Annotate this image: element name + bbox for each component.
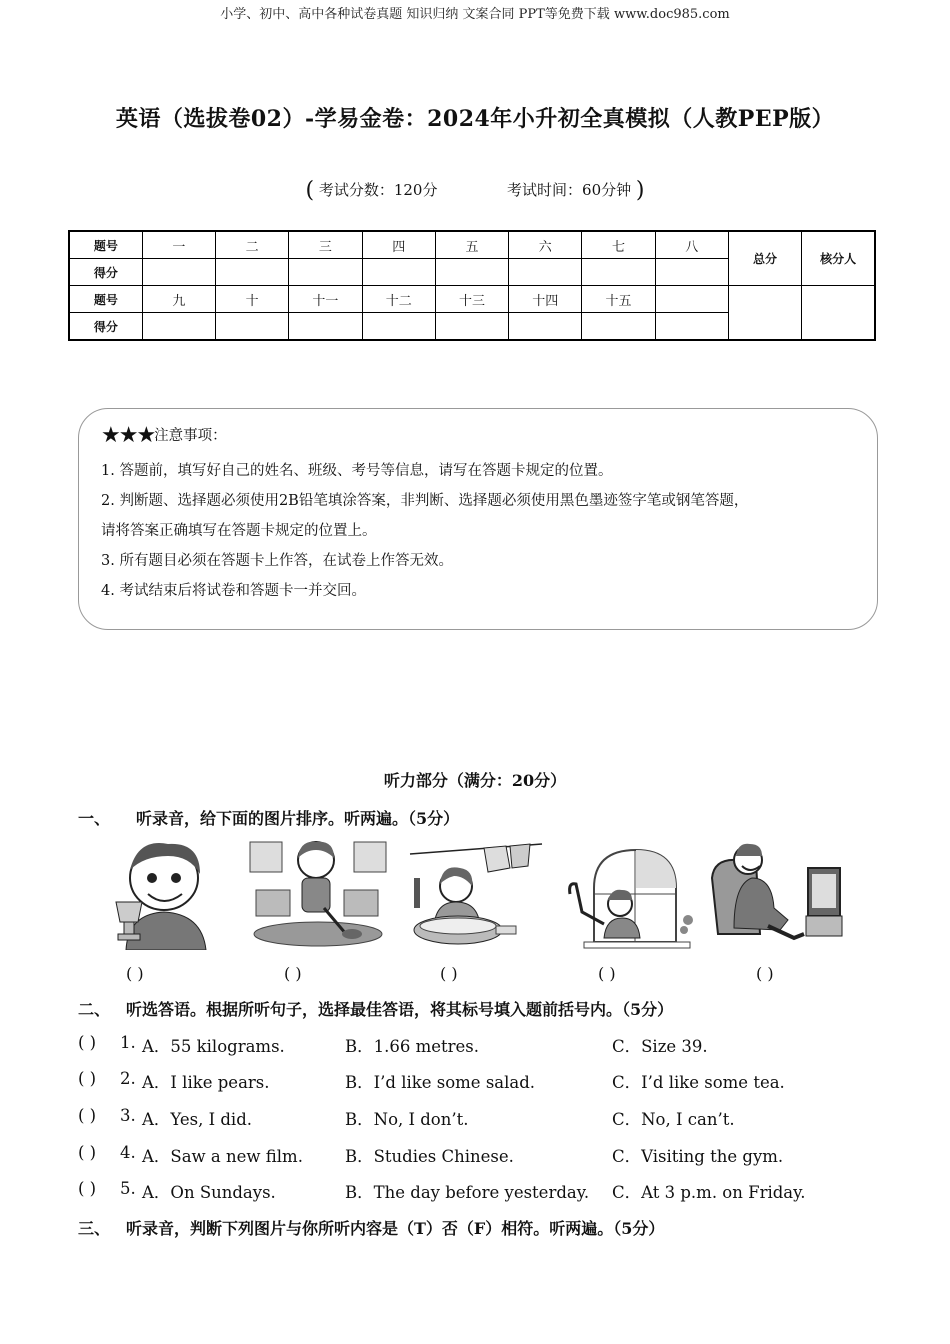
- option-b: B．No, I don’t.: [345, 1110, 469, 1129]
- option-b: B．1.66 metres.: [345, 1037, 480, 1056]
- option-c: C．No, I can’t.: [612, 1110, 735, 1129]
- question-3-heading: [78, 1216, 664, 1239]
- option-a: A．Yes, I did.: [142, 1110, 253, 1129]
- option-b: B．Studies Chinese.: [345, 1147, 514, 1166]
- question-2-text: 听选答语。根据所听句子，选择最佳答语，将其标号填入题前括号内。（5分）: [126, 1000, 674, 1019]
- stars-icon: ★★★: [101, 423, 155, 448]
- total-label: 总分: [728, 231, 801, 286]
- answer-blank[interactable]: ( ): [78, 1069, 97, 1088]
- notice-item: 3. 所有题目必须在答题卡上作答，在试卷上作答无效。: [101, 553, 453, 569]
- score-cell: [142, 259, 215, 286]
- q-num-cell: 六: [509, 231, 582, 259]
- exam-info-open: (: [305, 178, 315, 203]
- score-cell: [582, 313, 655, 341]
- option-a: A．On Sundays.: [142, 1183, 276, 1202]
- score-cell: [655, 259, 728, 286]
- q-num-cell: [655, 286, 728, 313]
- item-number: 4.: [120, 1143, 136, 1162]
- notice-item: 4. 考试结束后将试卷和答题卡一并交回。: [101, 583, 366, 599]
- option-c: C．Size 39.: [612, 1037, 708, 1056]
- page-title: 英语（选拔卷02）-学易金卷：2024年小升初全真模拟（人教PEP版）: [115, 106, 835, 132]
- listening-section-title: 听力部分（满分：20分）: [383, 771, 567, 790]
- option-b: B．The day before yesterday.: [345, 1183, 590, 1202]
- answer-blank[interactable]: ( ): [78, 1143, 97, 1162]
- total-cell: [728, 286, 801, 341]
- option-c: C．I’d like some tea.: [612, 1073, 785, 1092]
- notice-box: [78, 408, 878, 630]
- score-table: [68, 230, 876, 341]
- q-num-cell: 五: [435, 231, 508, 259]
- score-cell: [582, 259, 655, 286]
- row-label-num: 题号: [69, 286, 142, 313]
- exam-time: 考试时间：60分钟: [507, 181, 632, 199]
- answer-blank[interactable]: ( ): [284, 964, 302, 983]
- option-c: C．At 3 p.m. on Friday.: [612, 1183, 806, 1202]
- row-label-score: 得分: [69, 313, 142, 341]
- q-num-cell: 四: [362, 231, 435, 259]
- notice-heading-text: 注意事项：: [154, 428, 227, 444]
- question-2-item-2: [78, 1069, 878, 1093]
- exam-info: [0, 178, 950, 203]
- notice-item: 2. 判断题、选择题必须使用2B铅笔填涂答案，非判断、选择题必须使用黑色墨迹签字笔或钢笔答题，: [101, 493, 749, 509]
- answer-blank[interactable]: ( ): [78, 1179, 97, 1198]
- row-label-num: 题号: [69, 231, 142, 259]
- option-b: B．I’d like some salad.: [345, 1073, 536, 1092]
- question-1-text: 听录音，给下面的图片排序。听两遍。（5分）: [136, 809, 460, 828]
- exam-info-close: ): [635, 178, 645, 203]
- q-num-cell: 十二: [362, 286, 435, 313]
- score-cell: [362, 259, 435, 286]
- q-num-cell: 十: [216, 286, 289, 313]
- q-num-cell: 十四: [509, 286, 582, 313]
- question-2-item-5: [78, 1179, 878, 1203]
- q-num-cell: 八: [655, 231, 728, 259]
- question-3-number: 三、: [78, 1219, 111, 1238]
- checker-label: 核分人: [802, 231, 875, 286]
- question-2-heading: [78, 997, 673, 1020]
- question-1-number: 一、: [78, 809, 111, 828]
- row-label-score: 得分: [69, 259, 142, 286]
- boy-trophy-image: [98, 838, 238, 950]
- answer-blank[interactable]: ( ): [78, 1033, 97, 1052]
- score-cell: [289, 313, 362, 341]
- exam-score: 考试分数：120分: [318, 181, 438, 199]
- item-number: 2.: [120, 1069, 136, 1088]
- answer-blank[interactable]: ( ): [78, 1106, 97, 1125]
- notice-item: 1. 答题前，填写好自己的姓名、班级、考号等信息，请写在答题卡规定的位置。: [101, 463, 613, 479]
- item-number: 1.: [120, 1033, 136, 1052]
- notice-heading: [101, 423, 857, 448]
- score-cell: [655, 313, 728, 341]
- score-cell: [509, 259, 582, 286]
- score-cell: [362, 313, 435, 341]
- question-2-item-3: [78, 1106, 878, 1130]
- option-a: A．Saw a new film.: [142, 1147, 303, 1166]
- item-number: 3.: [120, 1106, 136, 1125]
- score-cell: [289, 259, 362, 286]
- answer-blank[interactable]: ( ): [440, 964, 458, 983]
- man-watching-tv-image: [708, 838, 848, 950]
- person-window-image: [564, 838, 704, 950]
- score-cell: [216, 259, 289, 286]
- answer-blank[interactable]: ( ): [756, 964, 774, 983]
- answer-blank[interactable]: ( ): [126, 964, 144, 983]
- option-a: A．55 kilograms.: [142, 1037, 285, 1056]
- picture-row: [80, 838, 880, 954]
- q-num-cell: 十五: [582, 286, 655, 313]
- q-num-cell: 十三: [435, 286, 508, 313]
- option-a: A．I like pears.: [142, 1073, 270, 1092]
- score-cell: [435, 313, 508, 341]
- q-num-cell: 十一: [289, 286, 362, 313]
- question-2-number: 二、: [78, 1000, 111, 1019]
- score-cell: [216, 313, 289, 341]
- q-num-cell: 三: [289, 231, 362, 259]
- score-cell: [142, 313, 215, 341]
- site-header: 小学、初中、高中各种试卷真题 知识归纳 文案合同 PPT等免费下载 www.doc985.com: [220, 7, 730, 22]
- question-2-item-1: [78, 1033, 878, 1057]
- question-2-item-4: [78, 1143, 878, 1167]
- score-cell: [435, 259, 508, 286]
- notice-item: 请将答案正确填写在答题卡规定的位置上。: [101, 523, 377, 539]
- q-num-cell: 七: [582, 231, 655, 259]
- score-cell: [509, 313, 582, 341]
- girl-vacuuming-image: [248, 838, 388, 950]
- question-1-heading: [78, 806, 459, 829]
- q-num-cell: 一: [142, 231, 215, 259]
- item-number: 5.: [120, 1179, 136, 1198]
- washing-clothes-image: [406, 838, 546, 950]
- answer-blank[interactable]: ( ): [598, 964, 616, 983]
- q-num-cell: 九: [142, 286, 215, 313]
- q-num-cell: 二: [216, 231, 289, 259]
- checker-cell: [802, 286, 875, 341]
- option-c: C．Visiting the gym.: [612, 1147, 784, 1166]
- question-3-text: 听录音，判断下列图片与你所听内容是（T）否（F）相符。听两遍。（5分）: [126, 1219, 665, 1238]
